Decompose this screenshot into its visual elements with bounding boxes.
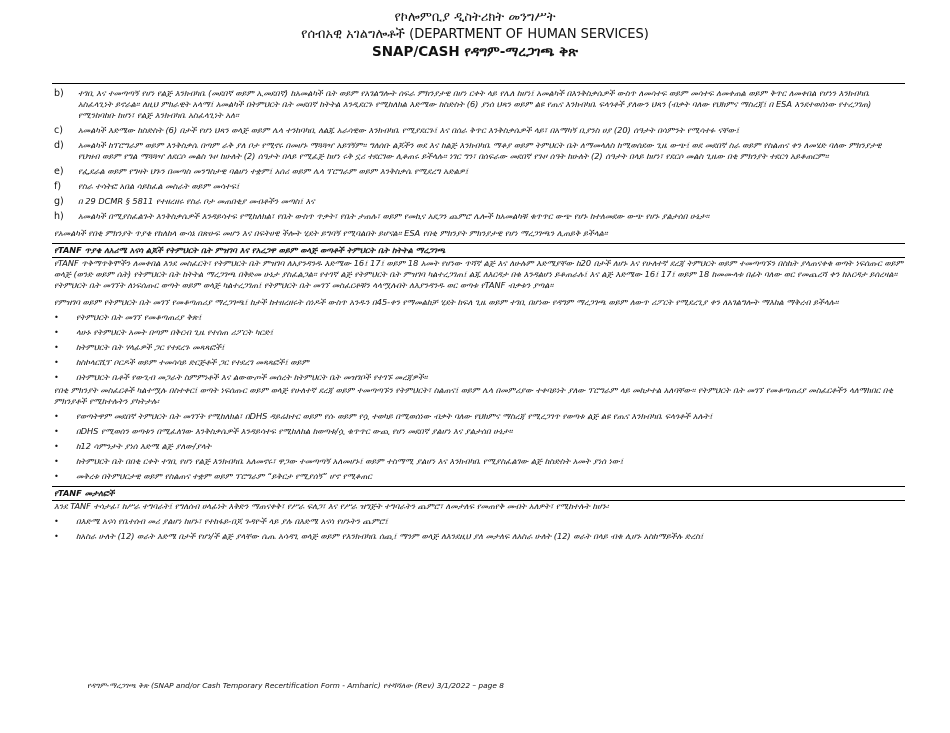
item-label: f) xyxy=(54,181,62,192)
item-text: በDHS የሚወሰን ወጣቱን በሚፈለገው እንቅስቃሴዎች እንዳይሳተፍ የሚከለከል ከወጣቱ/ሷ ቁጥጥር ውጪ የሆነ መደበኛ ያልሆነ እና ያልታሰበ ሁኔታ። xyxy=(76,426,513,436)
item-text: መቅረቱ በትምህርታዊ ወይም የስልጠና ተቋም ወይም ፕሮግራም “ይቅርታ የሚያሰኝ” ሆኖ የሚቆጠር xyxy=(76,471,372,481)
verification-documents-list xyxy=(52,312,905,383)
item-text: በትምህርት ቤቶች የውጊብ መጋራት ስምምነቶች እና ልውውጦች መሰረት ከትምህርት ቤት መዝገቦች የተገኙ መረጃዎች። xyxy=(76,372,428,382)
bullet-icon: • xyxy=(54,372,59,382)
bullet-item xyxy=(52,471,905,482)
list-item xyxy=(52,196,905,207)
item-text: ከአስራ ሁለት (12) ወራት እድሜ በታች የሆነ/ች ልጅ ያላቸው ሴጤ አሳዳጊ ወላጅ ወይም የእንክብካቤ ሰጪ፤ ማንም ወላጅ ለእንደዚህ ያለ መታለፍ ለአስራ ሁለት (12) ወራት በላይ ብቁ ሊሆኑ አስከማይችሉ ድረስ፤ xyxy=(76,531,704,541)
bullet-icon: • xyxy=(54,531,59,541)
good-cause-attendance-paragraph: የበቂ ምክንያት መስፈርቶች ካልተሟሉ በስተቀር፤ ወጣት ነፍሰጡር ወይም ወላጅ የሁለተኛ ደረጃ ወይም ተመጣጣኙን የትምህርት፣ ስልጠና፤ ወይም ሌላ በመምሪያው ተቀባይነት ያለው ፕሮግራም ላይ መከታተል አለባቸው። የትምህርት ቤት መገኘ የመቆጣጠሪያ መስፈርቶችን ላለማክበር በቂ ምክንያቶች የሚከተሉትን ያካትታሉ፡ xyxy=(54,385,894,406)
bullet-icon: • xyxy=(54,411,59,421)
item-text: በ 29 DCMR § 5811 የተዘረዘሩ የስራ ቦታ መጠበቂያ መብቶችን መጣስ፤ እና xyxy=(78,196,315,206)
page-footer: የዳግም-ማረጋገጫ ቅጽ (SNAP and/or Cash Temporary Recertification Form - Amharic) የተሻሻለው (Rev) 3/1/2022 – page 8 xyxy=(87,681,504,690)
item-text: ተገቢ እና ተመጣጣኝ የሆነ የልጅ እንክብካቤ (መደበኛ ወይም ኢመደበኛ) ከአመልካች ቤት ወይም የአገልግሎት ሰፍራ ምክንያታዊ በሆነ ርቀት ላይ የሌለ ከሆነ፤ አመልካች በእንቅስቃሴዎች ውስጥ ለመሳተፍ ወይም መሳተፍ ለመቀጠል ወይም ቅጥር ለመቀበል የሆነን እንክብካቤ አስፈላጊነት ይኖራል። ለዚህ ምክራዊት አላማ፤ አመልካች በትምህርት ቤት መደበኛ ከትትል እንዲደርጉ የሚከለክል እድሜው ከስድስት (6) ያነሰ ህጻን ወይም ልዩ የጤና እንክብካቤ ፍላጎቶች ያለውን ህጻን (ብቃት ባለው የህክምና ማስረጃ፤ በ ESA እንደተወሰነው የተረጋገጠ) የሚንከባከቡ ከሆነ፣ የልጅ እንክብካቤ አስፈላጊነት አለ። xyxy=(78,88,872,120)
page-header xyxy=(0,0,950,61)
bullet-icon: • xyxy=(54,357,59,367)
bullet-item xyxy=(52,516,905,527)
bullet-icon: • xyxy=(54,327,59,337)
bullet-icon: • xyxy=(54,471,59,481)
item-text: የስራ ተሳትፎ አበል ሳይከፈል መስራት ወይም መሳተፍ፤ xyxy=(78,181,240,191)
item-text: በእድሜ አናሳ የቤተሰብ መሪ ያልሆነ ከሆኑ፣ የተከፋይ-በጆ ጉዳዮች ላይ ያሉ በእድሜ አናሳ የሆኑትን ጨምሮ፤ xyxy=(76,516,388,526)
government-name: የኮሎምቢያ ዲስትሪክት መንግሥት xyxy=(394,10,556,25)
list-item xyxy=(52,166,905,177)
department-name: የሰብአዊ አገልግሎቶች (DEPARTMENT OF HUMAN SERVICES) xyxy=(301,27,649,42)
item-label: h) xyxy=(54,211,64,222)
bullet-icon: • xyxy=(54,342,59,352)
item-text: ላሁኑ የትምህርት አመት በጣም በቅርብ ጊዜ የተሰጠ ሪፖርት ካርድ፤ xyxy=(76,327,273,337)
item-label: d) xyxy=(54,140,64,151)
item-text: አመልካች እድሜው ከስድስት (6) በታች የሆነ ህጻን ወላጅ ወይም ሌላ ተንከባካቢ ለልጁ አራሳዊው እንክብካቤ የሚያደርጉ፤ እና በሰራ ቅጥር እንቅስቃሴዎች ላይ፣ በአማካኝ ቢያንስ ሀያ (20) ሰዓታት በሳምንት የሚሳተፉ ናቸው፤ xyxy=(78,125,739,135)
school-enrollment-heading: የTANF ጥያቄ ለአሪሜ አናሳ ልጆች የትምህርት ቤት ምዝገባ እና የአረጋዋ ወይም ወላጅ ወጣቶች ትምህርት ቤት ከትትል ማረጋገጫ xyxy=(52,243,905,258)
exemptions-list xyxy=(52,516,905,542)
list-item xyxy=(52,140,905,162)
form-title: SNAP/CASH የዳግም-ማረጋገጫ ቅጽ xyxy=(371,44,579,60)
bullet-item xyxy=(52,342,905,353)
bullet-item xyxy=(52,357,905,368)
bullet-item xyxy=(52,531,905,542)
bullet-icon: • xyxy=(54,426,59,436)
exemptions-paragraph: እንደ TANF ተሳታፊ፣ ከሥራ ተግባራት፤ የግለሰብ ሀላፊነት እቅድን ማጠናቀቅ፣ የሥራ ፍለጋ፣ እና የሥራ ዝግጅት ተግባራትን ጨምሮ፣ ለመታለፍ የመጠየቅ መብት አለዎት፣ የሚከተሉት ከሆኑ፡ xyxy=(54,501,609,511)
attendance-good-cause-list xyxy=(52,411,905,482)
esa-paragraph: የአመልካች የበቂ ምክንያት ጥያቄ የከለከላ ውሳኔ በጽሁፍ መሆን እና በፍትሀዊ ችሎት ሂደት ይግባኝ የሚባልበት ይሆናል። ESA የበቂ ምክንያት ምክንያታዊ የሆነ ማረጋገጫን ሊጠይቅ ይችላል። xyxy=(54,228,608,238)
bullet-icon: • xyxy=(54,312,59,322)
good-cause-list xyxy=(52,88,905,222)
bullet-icon: • xyxy=(54,441,59,451)
item-label: g) xyxy=(54,196,64,207)
bullet-icon: • xyxy=(54,456,59,466)
bullet-item xyxy=(52,456,905,467)
item-text: የወጣትዋም መደበኛ ትምህርት ቤት መገኘት የሚከለክል፣ በDHS ዳይሬክተር ወይም የሱ ወይም የሷ ተወካይ በሚወሰነው ብቃት ባለው የህክምና ማስረጃ የሚረጋገጥ የወጣቱ ልጅ ልዩ የጤና እንክብካቤ ፍላጎቶች አሉት፤ xyxy=(76,411,713,421)
bullet-item xyxy=(52,426,905,437)
item-label: c) xyxy=(54,125,63,136)
item-label: e) xyxy=(54,166,64,177)
item-text: ከስኮላርሺፕ ቦርዶች ወይም ተመሳሳይ ድርጅቶች ጋር የተደረገ መጻጻፎች፤ ወይም xyxy=(76,357,310,367)
verification-paragraph: የምዝገባ ወይም የትምህርት ቤት መገኘ የመቆጣጠሪያ ማረጋገጫ፤ ከታች ከተዘረዘሩት ሰነዶች ውስጥ አንዱን በ45-ቀን የማመልከቻ ሂደት ከፍለ ጊዜ ወይም ተገቢ በሆነው የዳግም ማረጋገጫ ወይም ለውጥ ሪፖርት የሚደረጊያ ቀን ለአገልግሎት ማእከል ማቅረብ ይችላሉ። xyxy=(54,297,839,307)
bullet-icon: • xyxy=(54,516,59,526)
bullet-item xyxy=(52,372,905,383)
bullet-item xyxy=(52,411,905,422)
bullet-item xyxy=(52,327,905,338)
form-body xyxy=(52,83,905,542)
item-text: ከ12 ሳምንታት ያነሰ እድሜ ልጅ ያለው/ያላት xyxy=(76,441,212,451)
list-item xyxy=(52,88,905,121)
item-text: የትምህርት ቤት መገኘ የመቆጣጠሪያ ቅጽ፤ xyxy=(76,312,202,322)
item-text: የፌደራል ወይም የግዛት ህጉን በመጣስ መንግስታዊ ባልሆነ ተቋም፤ አሰሪ ወይም ሌላ ፕሮግራም ወይም እንቅስቃሴ የሚደረግ አድልዎ፤ xyxy=(78,166,469,176)
item-text: አመልካች በሚያስፈልጉት እንቅስቃሴዎች እንዳይሳተፍ የሚከለክል፣ የቤት ውስጥ ጥቃት፣ የቤት ታጠሉ፣ ወይም የመኪና አደጋን ጨምሮ ሌሎች ከአመልካቹ ቁጥጥር ውጭ የሆኑ ከተለመደው ውጭ የሆኑ ያልታሰበ ሁኔታ። xyxy=(78,211,710,221)
list-item xyxy=(52,211,905,222)
item-text: አመልካች ከፕሮግራም ወይም እንቅስቃሴ በጣም ራቅ ያለ ቦታ የሚኖሩ በመሆኑ ማጓጓዣ አይገኝም። ግለሰቡ ልጆችን ወደ እና ከልጅ እንክብካቤ ማቆያ ወይም ትምህርት ቤት ለማመላለስ ከሚወሰደው ጊዜ ውጭ፤ ወደ መደበኛ ስራ ወይም የስልጠና ቀን ለመሄድ ባለው ምክንያታዊ የህዝብ ወይም የግል ማጓጓዣ ለደርሶ መልስ ጉዞ ከሁለት (2) ሰዓታት በላይ የሚፈጅ ከሆነ ሩቅ ኗሪ ተደርገው ሊቆጠሩ ይችላሉ። ነገር ግን፣ በሰፍራው መደበኛ የጉዞ ሰዓት ከሁለት (2) ሰዓታት በላይ ከሆነ፣ የደርሶ መልስ ጊዜው በቂ ምክንያት ተደርጎ አይቆጠርም። xyxy=(78,140,882,161)
tanf-exemptions-heading: የTANF መታለፎች xyxy=(52,486,905,501)
item-label: b) xyxy=(54,88,64,99)
item-text: ከትምህርት ቤት በበቂ ርቀት ተገቢ የሆነ የልጅ እንክብካቤ አለመኖሩ፣ ዋጋው ተመጣጣኝ አለመሆኑ፤ ወይም ተስማሚ ያልሆነ እና እንክብካቤ የሚያስፈልገው ልጅ ከስድስት አመት ያነሰ ነው፤ xyxy=(76,456,624,466)
list-item xyxy=(52,125,905,136)
list-item xyxy=(52,181,905,192)
school-enrollment-paragraph: የTANF ጥቅማጥቅሞችን ለመቀበል እንደ መስፈርት፣ የትምህርት ቤት ምዝገባ ለአያንዳንዱ እድሜው 16፤ 17፤ ወይም 18 አመት የሆነው ጥሻኛ ልጅ እና ለሁሉም እድሜያቸው ከ20 በታች ለሆኑ እና የሁለተኛ ደረጃ ትምህርት ወይም ተመጣጣኙን በስኬት ያላጠናቀቁ ወጣት ነፍሰጡር ወይም ወላጅ (ወንድ ወይም ሴት) የትምህርት ቤት ከትትል ማረጋገጫ በቅድመ ሁኔታ ያስፈልጋል። የተገኛ ልጅ የትምህርት ቤት ምዝገባ ካልተረጋገጠ፤ ልጁ ለእርዳታ በቁ እንዳልሆነ ይቆጠራሉ፤ እና ልጅ እድሜው 16፤ 17፤ ወይም 18 ከመሙላቱ በፊት ባለው ወር የመጨረሻ ቀን ከአርዳታ ይሰረዛል። የትምህርት ቤት መገኘት ለነፍሰጡር ወጣት ወይም ወላጅ ካልተረጋገጠ፤ የትምህርት ቤት መገኘ መስፈርቶቹን ላላሟሉበት ለእያንዳንዱ ወር ወጣቱ የTANF ብቃቱን ያጣል። xyxy=(54,258,904,290)
bullet-item xyxy=(52,441,905,452)
item-text: ከትምህርት ቤት ሃላፊዎች ጋር የተደረጉ መጻጻፎች፤ xyxy=(76,342,225,352)
bullet-item xyxy=(52,312,905,323)
